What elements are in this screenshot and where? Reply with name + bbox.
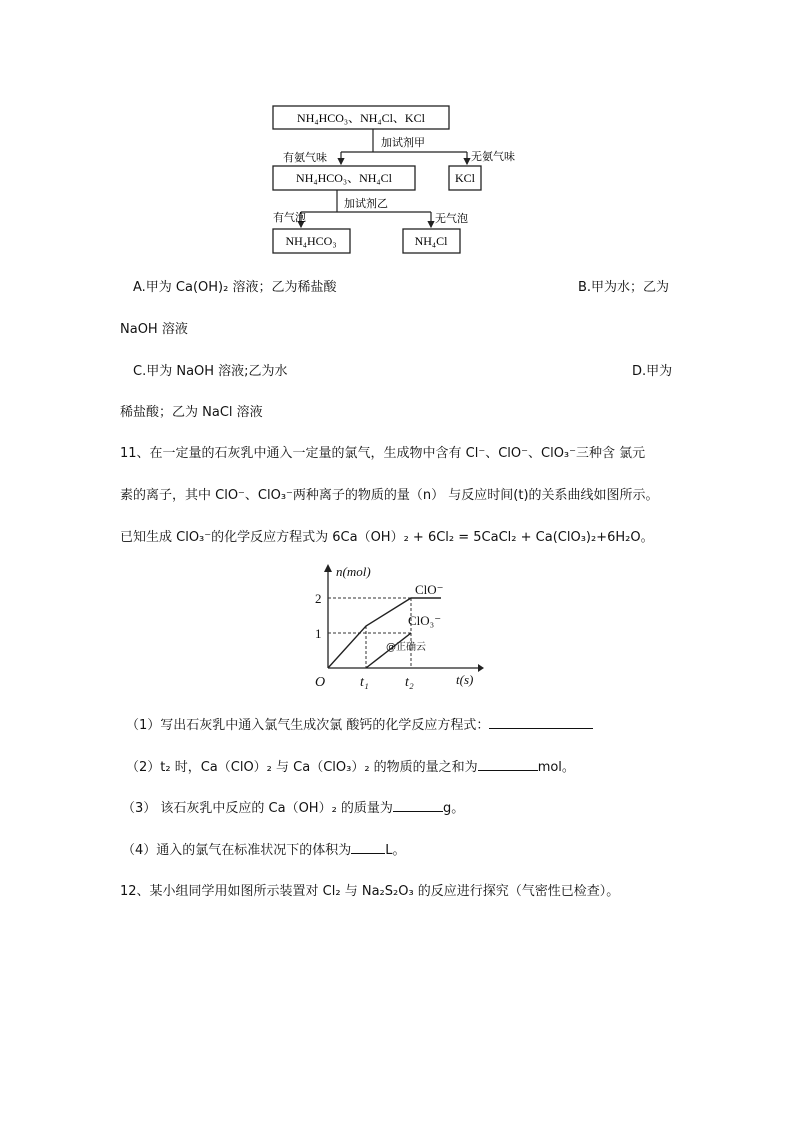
series-clo-label: ClO⁻ xyxy=(415,582,444,597)
origin-label: O xyxy=(315,675,326,690)
answer-blank-1[interactable] xyxy=(489,716,593,729)
answer-blank-2[interactable] xyxy=(478,758,538,771)
option-b-head: B.甲为水；乙为 xyxy=(578,280,670,295)
y-axis-label: n(mol) xyxy=(336,564,371,579)
answer-blank-3[interactable] xyxy=(393,799,443,812)
step1-label: 加试剂甲 xyxy=(381,136,425,149)
step2-label: 加试剂乙 xyxy=(344,197,388,210)
q11-sub3-unit: g。 xyxy=(442,801,465,816)
left2-label: 有气泡 xyxy=(273,211,306,224)
q11-line1: 11、在一定量的石灰乳中通入一定量的氯气，生成物中含有 Cl⁻、ClO⁻、ClO₃⁻三种含 氯元 xyxy=(120,446,646,461)
x-axis-arrow xyxy=(478,664,484,672)
mid-box-text: NH₄HCO₃、NH₄Cl xyxy=(296,171,392,185)
n-vs-t-chart xyxy=(306,560,486,695)
top-box-text: NH₄HCO₃、NH₄Cl、KCl xyxy=(297,111,425,125)
option-b-tail: NaOH 溶液 xyxy=(120,322,188,337)
q11-sub2-unit: mol。 xyxy=(537,760,575,775)
q11-sub2 xyxy=(126,756,575,775)
x-tick-label: t₁ xyxy=(360,675,369,690)
kcl-box-text: KCl xyxy=(454,171,476,185)
q11-sub4-unit: L。 xyxy=(385,843,406,858)
y-axis-arrow xyxy=(324,564,332,572)
x-tick-label: t₂ xyxy=(405,675,414,690)
option-d-head: D.甲为 xyxy=(632,364,673,379)
x-axis-label: t(s) xyxy=(456,672,474,687)
bottom-left-box-text: NH₄HCO₃ xyxy=(285,234,337,248)
q11-sub3 xyxy=(122,797,464,816)
left1-label: 有氨气味 xyxy=(283,151,327,164)
option-d-tail: 稀盐酸；乙为 NaCl 溶液 xyxy=(120,405,263,420)
q11-line2: 素的离子，其中 ClO⁻、ClO₃⁻两种离子的物质的量（n） 与反应时间(t)的关系曲线如图所示。 xyxy=(120,488,659,503)
right2-label: 无气泡 xyxy=(435,212,468,225)
y-tick-label: 2 xyxy=(315,591,322,606)
y-tick-label: 1 xyxy=(315,626,322,641)
flowchart xyxy=(265,96,525,258)
watermark-text: @正确云 xyxy=(386,642,426,653)
option-a: A.甲为 Ca(OH)₂ 溶液；乙为稀盐酸 xyxy=(133,280,337,295)
q12-line1: 12、某小组同学用如图所示装置对 Cl₂ 与 Na₂S₂O₃ 的反应进行探究（气密性已检查）。 xyxy=(120,884,620,899)
right1-label: 无氨气味 xyxy=(471,150,515,163)
q11-line3: 已知生成 ClO₃⁻的化学反应方程式为 6Ca（OH）₂ + 6Cl₂ = 5CaCl₂ + Ca(ClO₃)₂+6H₂O。 xyxy=(120,530,654,545)
q11-sub1 xyxy=(126,714,593,733)
q11-sub4-text: （4）通入的氯气在标准状况下的体积为 xyxy=(122,843,352,858)
answer-blank-4[interactable] xyxy=(351,841,385,854)
q11-sub2-text: （2）t₂ 时，Ca（ClO）₂ 与 Ca（ClO₃）₂ 的物质的量之和为 xyxy=(126,760,478,775)
option-c: C.甲为 NaOH 溶液;乙为水 xyxy=(133,364,288,379)
bottom-right-box-text: NH₄Cl xyxy=(414,234,448,248)
q11-sub4 xyxy=(122,839,406,858)
q11-sub1-text: （1）写出石灰乳中通入氯气生成次氯 酸钙的化学反应方程式： xyxy=(126,718,490,733)
q11-sub3-text: （3） 该石灰乳中反应的 Ca（OH）₂ 的质量为 xyxy=(122,801,393,816)
series-clo3-label: ClO₃⁻ xyxy=(408,613,442,628)
